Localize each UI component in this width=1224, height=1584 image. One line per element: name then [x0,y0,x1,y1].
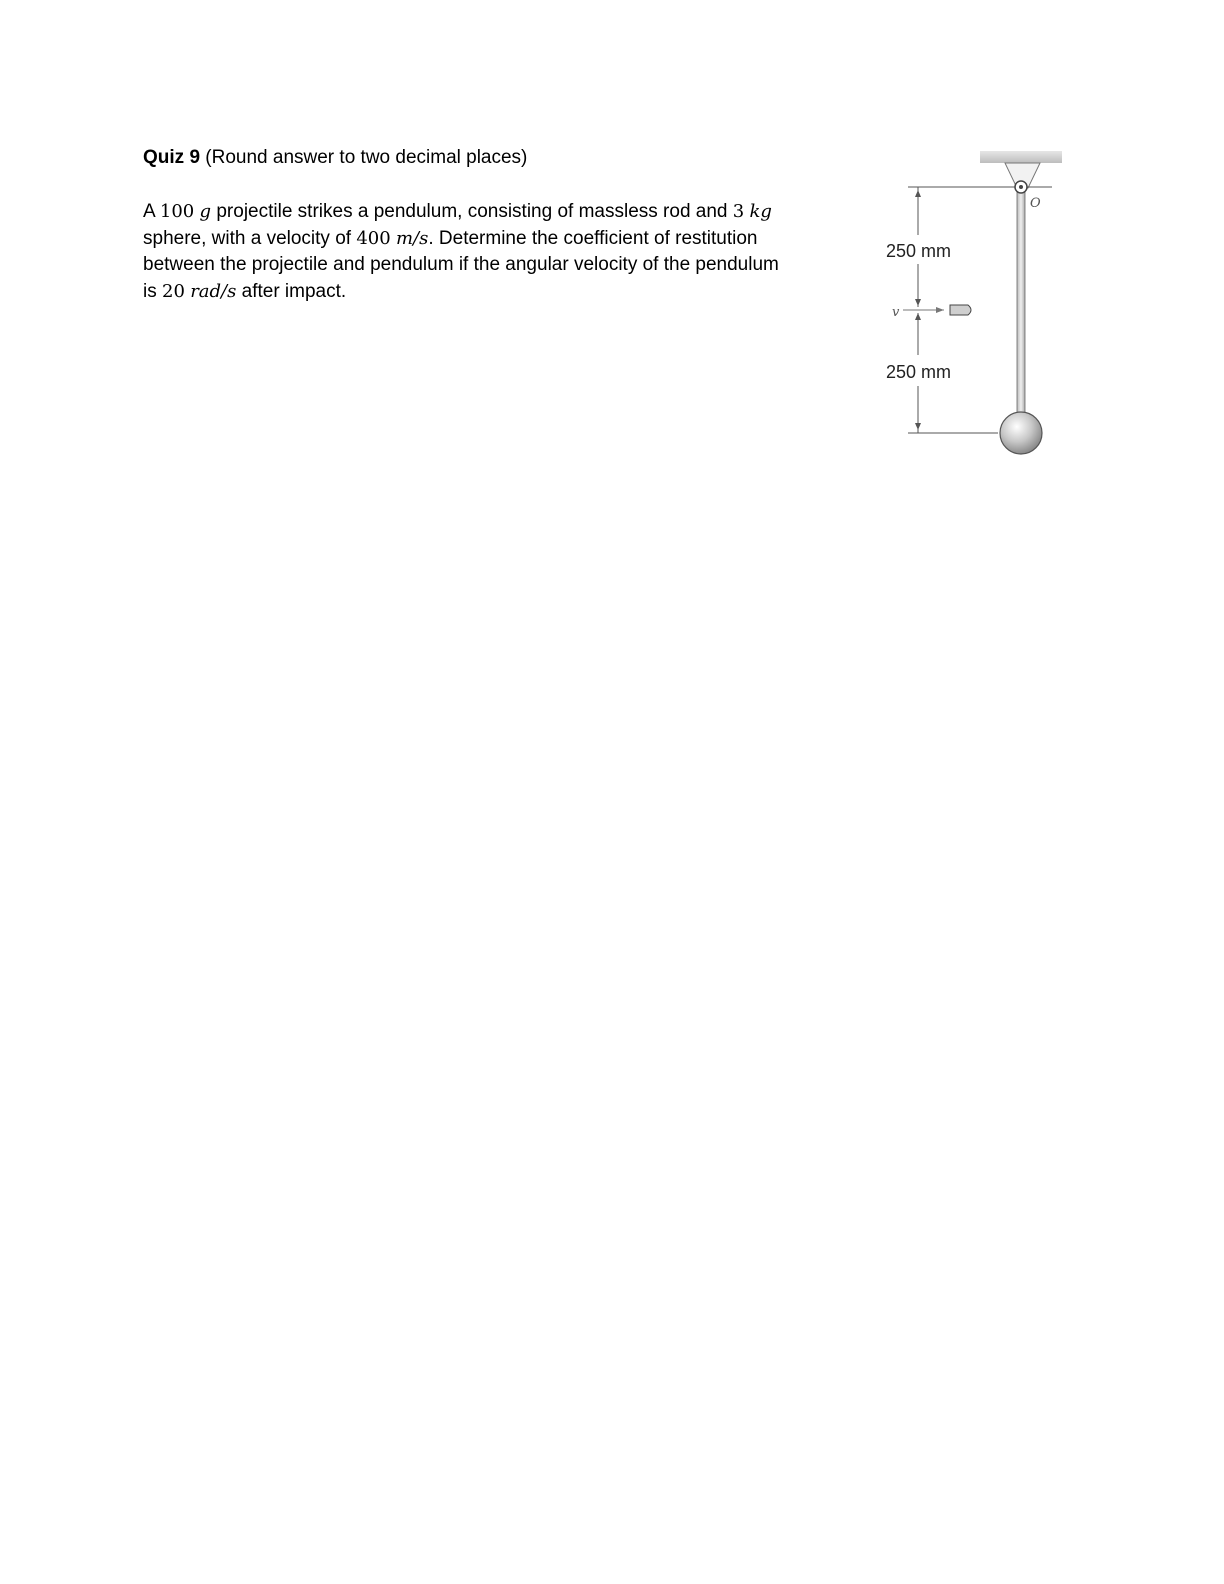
velocity-arrowhead [936,307,944,313]
problem-line-4 [143,279,843,306]
velocity-unit: m/s [395,227,429,249]
projectile-mass-value: 100 [159,201,195,222]
text-run: sphere, with a velocity of [143,227,357,249]
problem-statement [143,199,843,305]
text-run: . Determine the coefficient of restitution [428,227,758,249]
pendulum-rod [1017,187,1025,413]
projectile [950,305,971,315]
dimension-upper-label: 250 mm [886,241,952,261]
problem-line-2 [143,226,843,253]
problem-line-1 [143,199,843,226]
problem-line-3: between the projectile and pendulum if the angular velocity of the pendulum [143,254,779,275]
sphere-mass-value: 3 [732,201,745,222]
text-run: is [143,280,162,302]
ceiling-support [980,151,1062,163]
projectile-mass-unit: g [199,201,212,222]
arrowhead [915,190,921,197]
pendulum-figure [870,140,1070,470]
quiz-number: Quiz 9 [143,147,201,168]
sphere-mass-unit: kg [749,201,772,222]
arrowhead [915,299,921,306]
angular-velocity-value: 20 [162,280,185,302]
velocity-value: 400 [356,227,391,249]
pivot-label: O [1030,196,1041,211]
text-run: projectile strikes a pendulum, consisting of massless rod and [211,201,733,222]
quiz-title [143,146,527,170]
angular-velocity-unit: rad/s [190,280,237,302]
pendulum-diagram [870,140,1070,470]
pivot-center [1019,185,1023,189]
velocity-label: v [892,305,900,320]
pendulum-sphere [1000,412,1042,454]
quiz-instruction: (Round answer to two decimal places) [200,147,528,168]
dimension-lower-label: 250 mm [886,362,952,382]
arrowhead [915,423,921,430]
text-run: A [143,201,160,222]
text-run: after impact. [236,280,347,302]
